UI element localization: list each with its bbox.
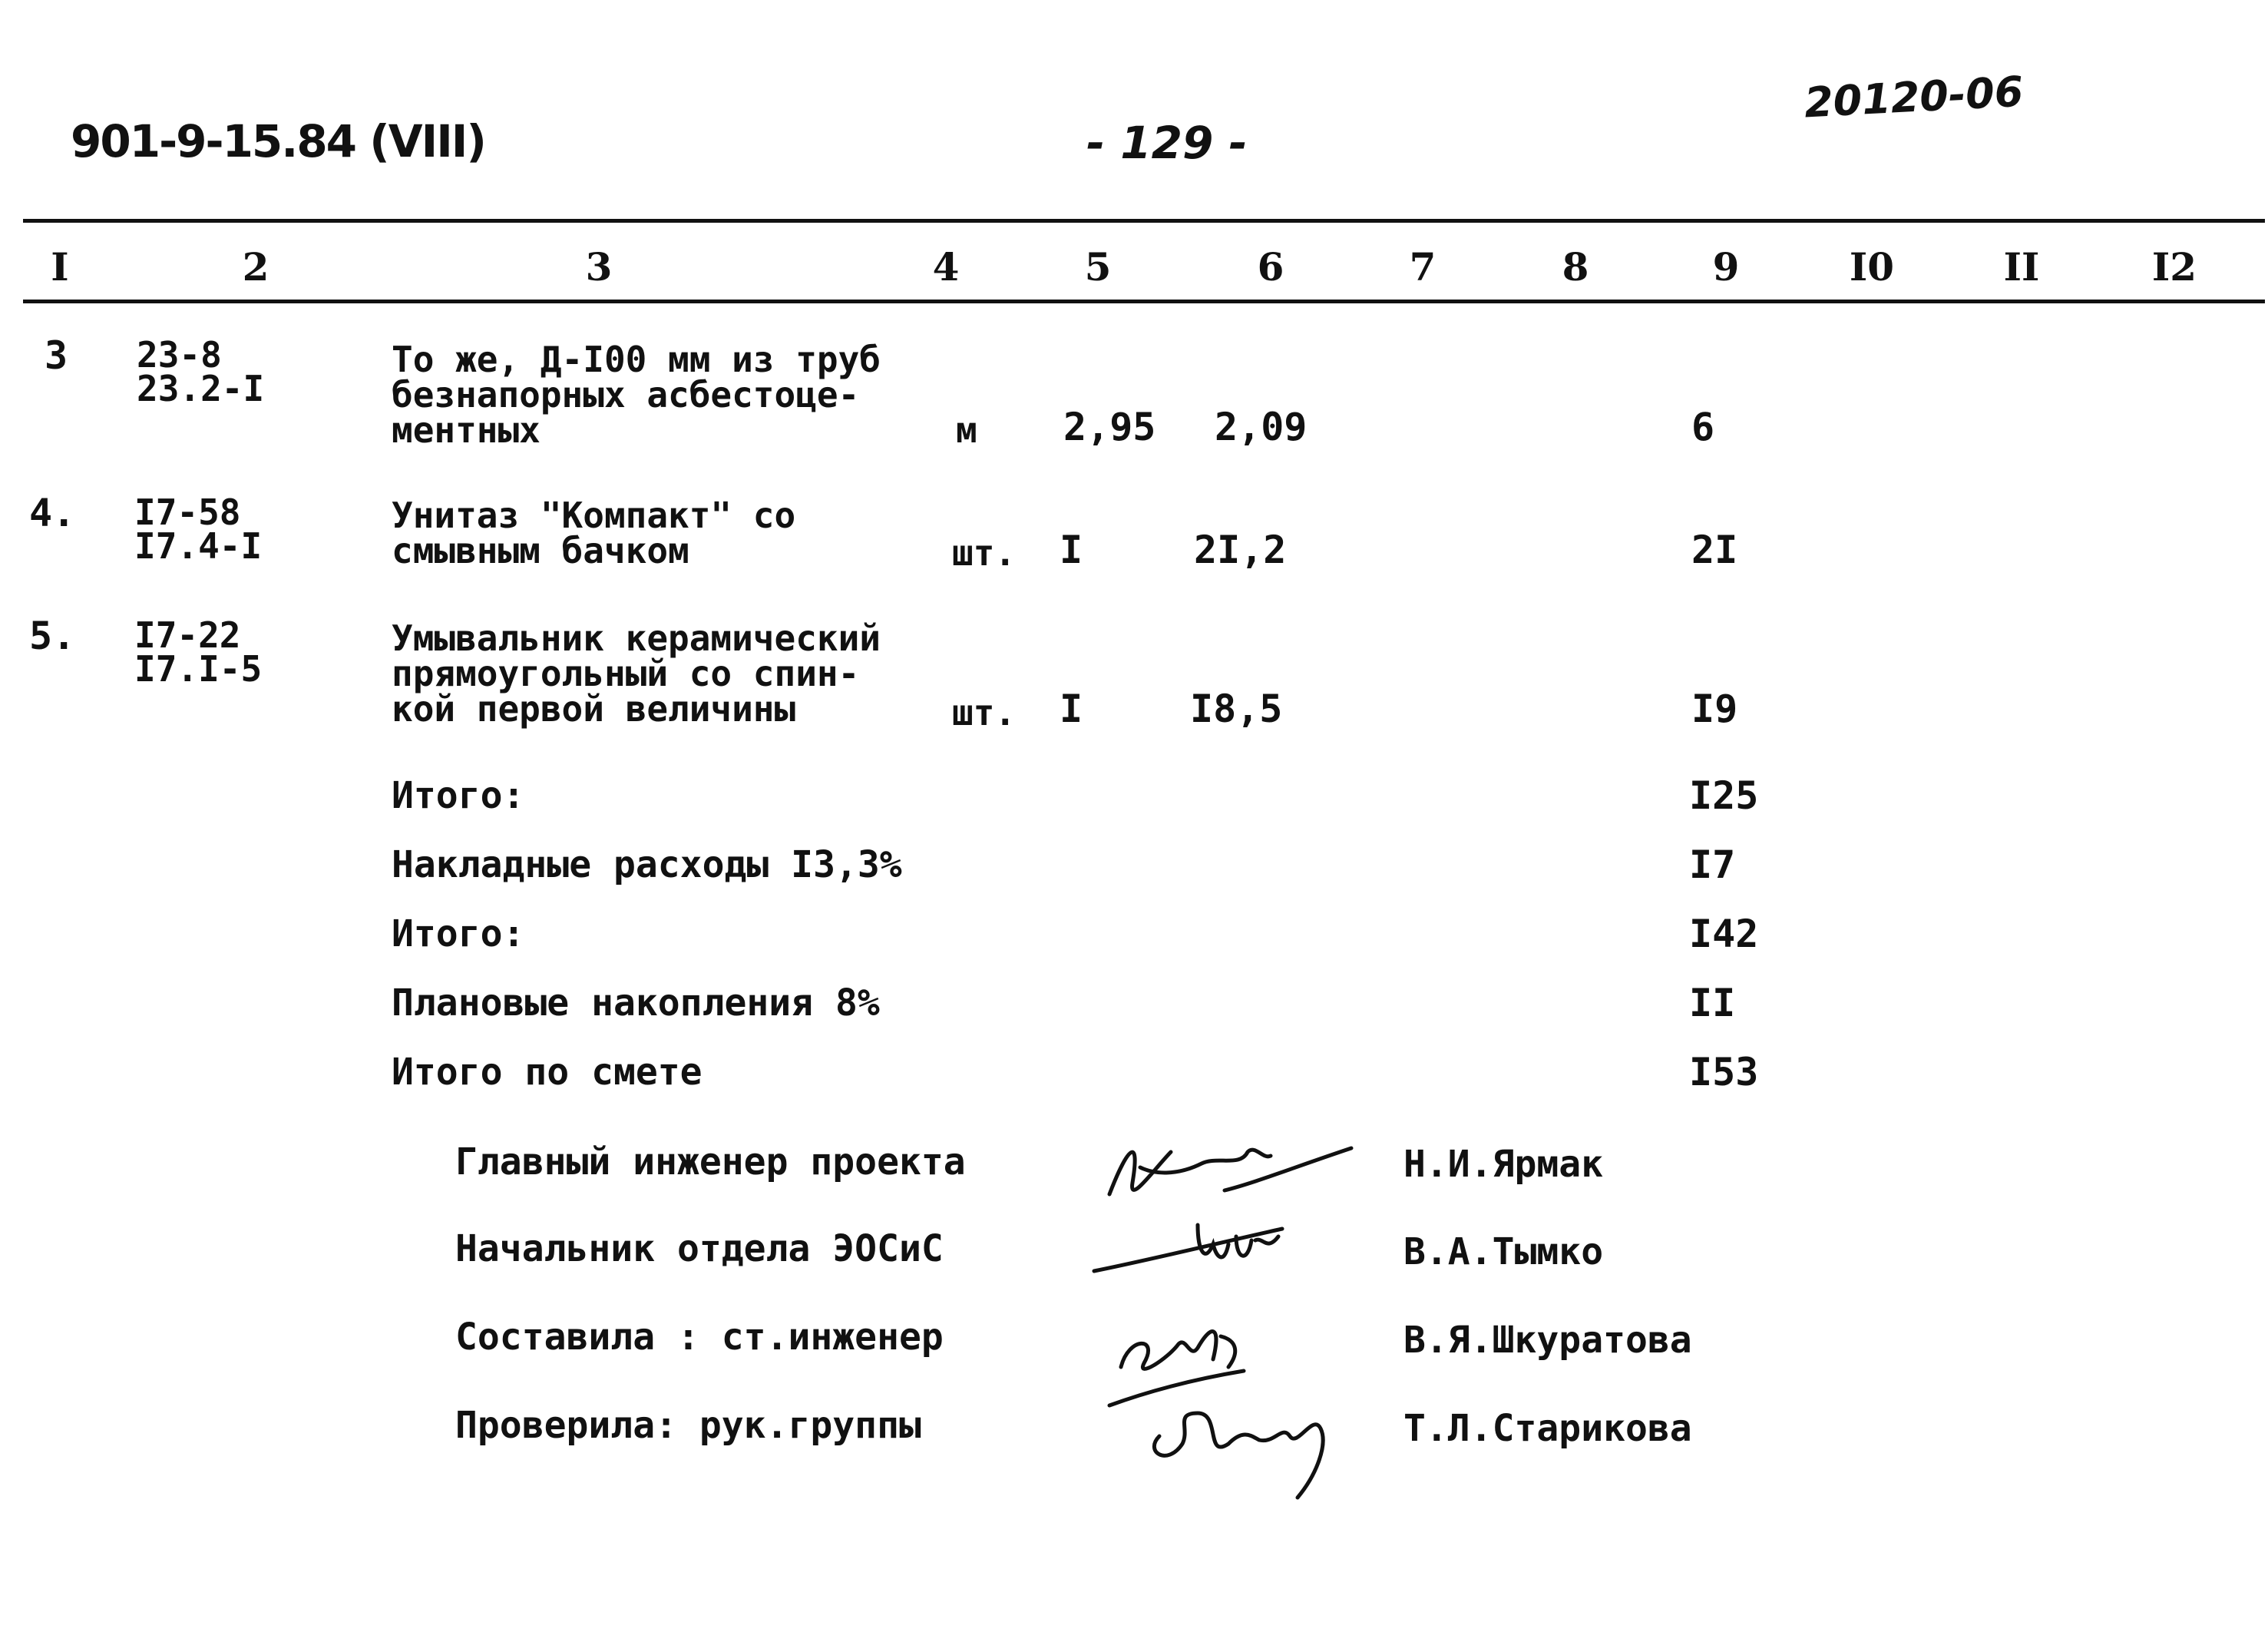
unit: шт. — [952, 532, 1017, 574]
unit: м — [956, 409, 977, 451]
norm-code-line: 23-8 — [137, 334, 222, 376]
signature-name: Н.И.Ярмак — [1403, 1143, 1604, 1186]
signature-role: Начальник отдела ЭОСиС — [455, 1227, 944, 1270]
summary-label: Плановые накопления 8% — [392, 982, 880, 1025]
unit: шт. — [952, 692, 1017, 733]
unit-price: I8,5 — [1190, 687, 1283, 731]
item-name — [392, 495, 796, 571]
column-number: 5 — [1084, 244, 1112, 290]
archive-number: 20120-06 — [1803, 67, 2025, 127]
signature-role: Составила : ст.инженер — [455, 1316, 944, 1359]
summary-value: I53 — [1689, 1050, 1759, 1094]
unit-price: 2,09 — [1215, 405, 1308, 449]
norm-code-line: I7-22 — [134, 614, 241, 656]
column-number: 7 — [1409, 244, 1437, 290]
signature-name: Т.Л.Старикова — [1403, 1407, 1692, 1450]
document-code: 901-9-15.84 (VIII) — [71, 115, 485, 167]
signature-role: Главный инженер проекта — [455, 1140, 966, 1183]
handwritten-signature — [1136, 1382, 1382, 1521]
table-header-rule — [23, 300, 2265, 303]
summary-label: Накладные расходы I3,3% — [392, 843, 902, 886]
item-name-line: смывным бачком — [392, 530, 689, 571]
quantity: I — [1060, 687, 1083, 731]
column-number: 6 — [1257, 244, 1284, 290]
handwritten-signature — [1090, 1206, 1367, 1298]
summary-value: I42 — [1689, 912, 1759, 956]
norm-code — [137, 334, 265, 409]
column-number: 8 — [1562, 244, 1589, 290]
summary-label: Итого: — [392, 912, 525, 955]
summary-value: I25 — [1689, 773, 1759, 818]
item-name-line: Умывальник керамический — [392, 617, 881, 659]
norm-code — [134, 614, 263, 690]
quantity: 2,95 — [1063, 405, 1156, 449]
item-name-line: кой первой величины — [392, 688, 796, 730]
signature-role: Проверила: рук.группы — [455, 1404, 921, 1447]
item-name — [392, 339, 881, 451]
column-number: 3 — [585, 244, 613, 290]
column-number: II — [2003, 244, 2040, 290]
norm-code-line: I7-58 — [134, 492, 241, 533]
summary-value: I7 — [1689, 842, 1736, 887]
item-name-line: Унитаз "Компакт" со — [392, 495, 796, 536]
summary-label: Итого: — [392, 774, 525, 817]
total-cost: I9 — [1691, 687, 1738, 731]
norm-code — [134, 492, 263, 567]
summary-value: II — [1689, 981, 1736, 1025]
column-number: I0 — [1849, 244, 1895, 290]
row-number: 3 — [45, 333, 68, 378]
page-number: - 129 - — [1086, 117, 1248, 169]
row-number: 5. — [29, 614, 76, 658]
column-number: I2 — [2151, 244, 2197, 290]
norm-code-line: 23.2-I — [137, 368, 265, 409]
signature-name: В.А.Тымко — [1403, 1230, 1604, 1273]
item-name-line: прямоугольный со спин- — [392, 653, 860, 694]
column-number: 2 — [242, 244, 269, 290]
item-name-line: То же, Д-I00 мм из труб — [392, 339, 881, 380]
column-number: 4 — [932, 244, 960, 290]
total-cost: 6 — [1691, 405, 1715, 449]
norm-code-line: I7.4-I — [134, 525, 263, 567]
quantity: I — [1060, 528, 1083, 572]
row-number: 4. — [29, 491, 76, 535]
norm-code-line: I7.I-5 — [134, 648, 263, 690]
total-cost: 2I — [1691, 528, 1738, 572]
column-number: 9 — [1712, 244, 1740, 290]
table-top-rule — [23, 219, 2265, 223]
item-name — [392, 617, 881, 730]
unit-price: 2I,2 — [1194, 528, 1287, 572]
summary-label: Итого по смете — [392, 1051, 703, 1094]
signature-name: В.Я.Шкуратова — [1403, 1319, 1692, 1362]
item-name-line: ментных — [392, 409, 541, 451]
column-number: I — [51, 244, 69, 290]
item-name-line: безнапорных асбестоце- — [392, 374, 860, 415]
